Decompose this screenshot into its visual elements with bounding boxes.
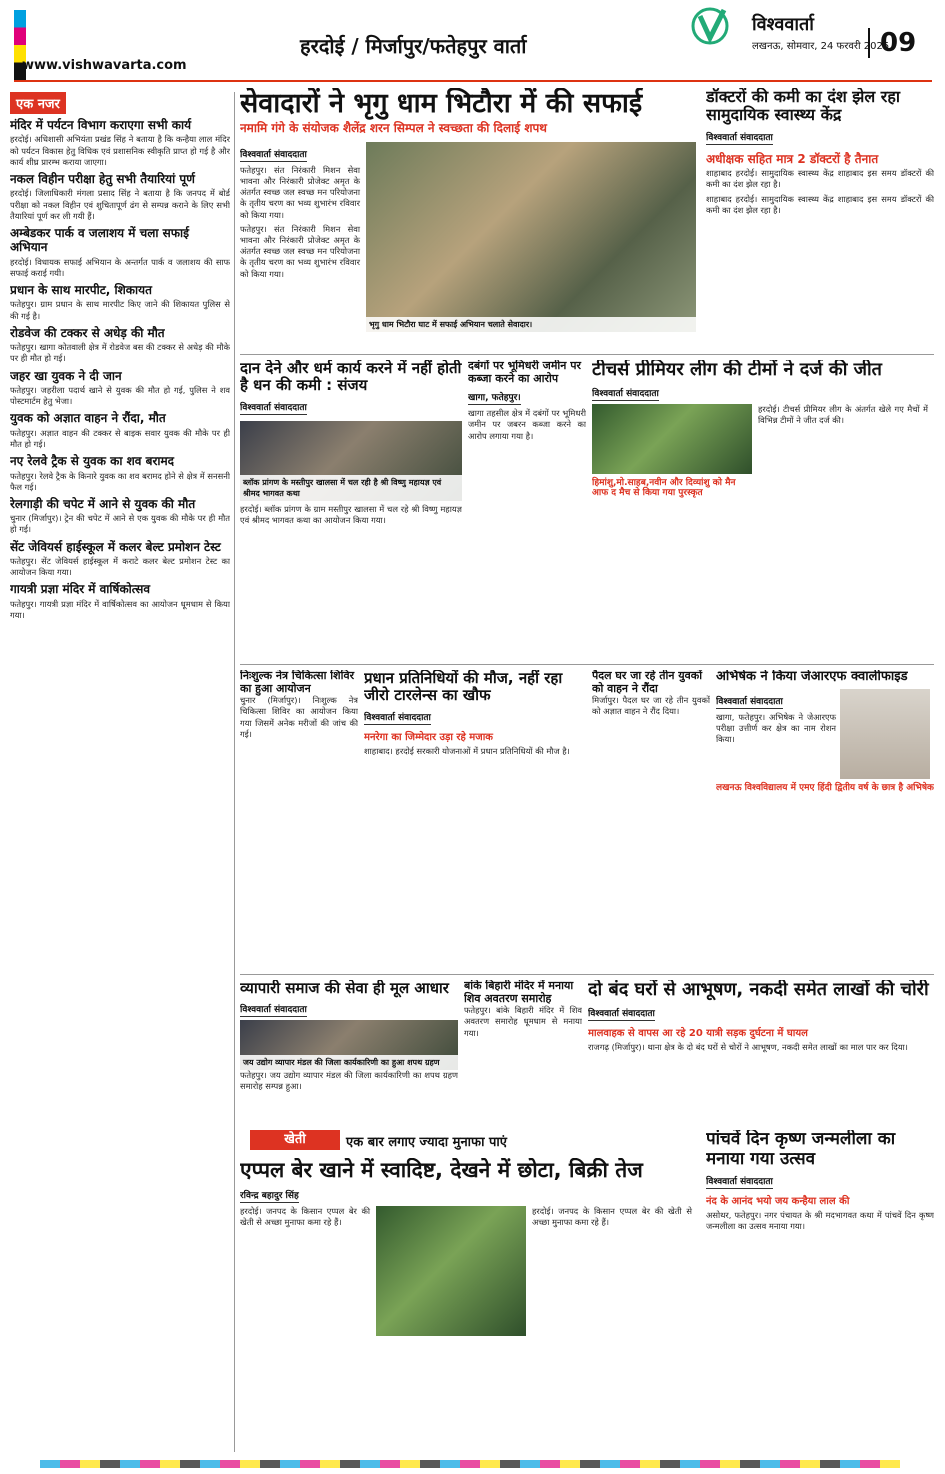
dabang-headline: दबंगों पर भूमिधरी जमीन पर कब्जा करने का आरोप xyxy=(468,360,581,385)
chori-headline: दो बंद घरों से आभूषण, नकदी समेत लाखों की चोरी xyxy=(588,980,929,1000)
dateline: लखनऊ, सोमवार, 24 फरवरी 2025 xyxy=(752,41,890,52)
pradhan-byline: विश्ववार्ता संवाददाता xyxy=(364,710,431,725)
kheti-byline: रविन्द्र बहादुर सिंह xyxy=(240,1188,299,1203)
brand-name: विश्ववार्ता xyxy=(752,14,814,35)
brief-headline: युवक को अज्ञात वाहन ने रौंदा, मौत xyxy=(10,411,166,426)
pradhan-body: शाहाबाद। हरदोई सरकारी योजनाओं में प्रधान प्रतिनिधियों की मौज है। xyxy=(364,745,570,756)
lead-photo xyxy=(366,142,696,332)
daan-byline: विश्ववार्ता संवाददाता xyxy=(240,400,307,415)
netra-headline: निःशुल्क नेत्र चिकित्सा शिविर का हुआ आयोजन xyxy=(240,670,355,695)
teachers-story xyxy=(592,360,934,660)
jrf-byline: विश्ववार्ता संवाददाता xyxy=(716,694,783,709)
doctors-body: शाहाबाद हरदोई। सामुदायिक स्वास्थ्य केंद्र शाहाबाद इस समय डॉक्टरों की कमी का दंश झेल रहा है। xyxy=(706,168,934,190)
netra-story xyxy=(240,670,358,970)
brief-body: हरदोई। अधिशासी अभियंता प्रखंड सिंह ने बताया है कि कन्हैया लाल मंदिर को पर्यटन विकास हेतु विधिक एवं प्रशासनिक स्वीकृति प्राप्त हो गई है और कार्य शीघ्र प्रारम्भ कराया जाएगा। xyxy=(10,134,230,167)
pradhan-headline: प्रधान प्रतिनिधियों की मौज, नहीं रहा जीरो टारलेन्स का खौफ xyxy=(364,670,563,705)
daan-story xyxy=(240,360,462,660)
brief-body: हरदोई। जिलाधिकारी मंगला प्रसाद सिंह ने बताया है कि जनपद में बोर्ड परीक्षा को नकल विहीन एवं शुचितापूर्ण ढंग से सम्पन्न कराने के लिए सभी तैयारियां पूर्ण कर ली गयी हैं। xyxy=(10,188,230,221)
kheti-tag: एक बार लगाए ज्यादा मुनाफा पाएं xyxy=(346,1135,507,1150)
doctors-byline: विश्ववार्ता संवाददाता xyxy=(706,130,773,145)
kheti-story xyxy=(240,1158,700,1458)
lead-story xyxy=(240,88,700,350)
chori-body: राजगढ़ (मिर्जापुर)। थाना क्षेत्र के दो बंद घरों से चोरों ने आभूषण, नकदी समेत लाखों का माल पार कर दिया। xyxy=(588,1041,908,1052)
brief-body: फतेहपुर। खागा कोतवाली क्षेत्र में रोडवेज बस की टक्कर से अधेड़ की मौके पर ही मौत हो गई। xyxy=(10,342,230,364)
brief-body: फतेहपुर। अज्ञात वाहन की टक्कर से बाइक सवार युवक की मौके पर ही मौत हो गई। xyxy=(10,427,230,449)
brief-headline: सेंट जेवियर्स हाईस्कूल में कलर बेल्ट प्रमोशन टेस्ट xyxy=(10,539,221,554)
brief-body: फतेहपुर। गायत्री प्रज्ञा मंदिर में वार्षिकोत्सव का आयोजन धूमधाम से किया गया। xyxy=(10,598,230,620)
chori-story xyxy=(588,980,934,1125)
row-divider xyxy=(240,974,934,975)
pradhan-pullquote: मनरेगा का जिम्मेदार उड़ा रहे मजाक xyxy=(364,731,493,743)
kheti-headline: एप्पल बेर खाने में स्वादिष्ट, देखने में छोटा, बिक्री तेज xyxy=(240,1158,643,1182)
brief-headline: जहर खा युवक ने दी जान xyxy=(10,368,122,383)
banke-story xyxy=(464,980,582,1125)
ek-nazar-title: एक नजर xyxy=(10,92,66,114)
brief-headline: नकल विहीन परीक्षा हेतु सभी तैयारियां पूर्ण xyxy=(10,171,195,186)
paidal-story xyxy=(592,670,710,970)
vyapari-caption: जय उद्योग व्यापार मंडल की जिला कार्यकारिणी का हुआ शपथ ग्रहण xyxy=(240,1055,458,1070)
brief-headline: रेलगाड़ी की चपेट में आने से युवक की मौत xyxy=(10,496,196,511)
brief-headline: गायत्री प्रज्ञा मंदिर में वार्षिकोत्सव xyxy=(10,582,150,597)
kheti-body-cont: हरदोई। जनपद के किसान एप्पल बेर की खेती से अच्छा मुनाफा कमा रहे हैं। xyxy=(532,1206,692,1228)
lead-caption: भृगु धाम भिटौरा घाट में सफाई अभियान चलाते सेवादार। xyxy=(366,317,696,332)
vyapari-story xyxy=(240,980,458,1125)
kheti-photo xyxy=(376,1206,526,1336)
paidal-body: मिर्जापुर। पैदल घर जा रहे तीन युवकों को अज्ञात वाहन ने रौंद दिया। xyxy=(592,695,710,717)
lead-body: फतेहपुर। संत निरंकारी मिशन सेवा भावना और निरंकारी प्रोजेक्ट अमृत के अंतर्गत स्वच्छ जल स्वच्छ मन परियोजना के तृतीय चरण का भव्य शुभारंभ रविवार को किया गया। xyxy=(240,164,360,220)
kheti-label: खेती xyxy=(250,1130,340,1150)
daan-photo xyxy=(240,421,462,501)
kheti-body: हरदोई। जनपद के किसान एप्पल बेर की खेती से अच्छा मुनाफा कमा रहे हैं। xyxy=(240,1206,370,1228)
brief-headline: रोडवेज की टक्कर से अधेड़ की मौत xyxy=(10,325,165,340)
doctors-body-cont: शाहाबाद हरदोई। सामुदायिक स्वास्थ्य केंद्र शाहाबाद इस समय डॉक्टरों की कमी का दंश झेल रहा है। xyxy=(706,193,934,215)
brief-headline: मंदिर में पर्यटन विभाग कराएगा सभी कार्य xyxy=(10,118,192,132)
daan-headline: दान देने और धर्म कार्य करने में नहीं होती है धन की कमी : संजय xyxy=(240,360,462,395)
chori-subhead: मालवाहक से वापस आ रहे 20 यात्री सड़क दुर्घटना में घायल xyxy=(588,1027,808,1039)
ek-nazar-column xyxy=(10,92,230,1452)
vyapari-body: फतेहपुर। जय उद्योग व्यापार मंडल की जिला कार्यकारिणी का शपथ ग्रहण समारोह सम्पन्न हुआ। xyxy=(240,1070,458,1092)
teachers-byline: विश्ववार्ता संवाददाता xyxy=(592,386,659,401)
column-divider xyxy=(234,92,235,1452)
jrf-caption: लखनऊ विश्वविद्यालय में एमए हिंदी द्वितीय वर्ष के छात्र है अभिषेक xyxy=(716,782,934,793)
netra-body: चुनार (मिर्जापुर)। निःशुल्क नेत्र चिकित्सा शिविर का आयोजन किया गया जिसमें अनेक मरीजों की जांच की गई। xyxy=(240,695,358,739)
brief-body: फतेहपुर। सेंट जेवियर्स हाईस्कूल में कराटे कलर बेल्ट प्रमोशन टेस्ट का आयोजन किया गया। xyxy=(10,556,230,578)
teachers-photo xyxy=(592,404,752,474)
brief-body: फतेहपुर। ग्राम प्रधान के साथ मारपीट किए जाने की शिकायत पुलिस से की गई है। xyxy=(10,299,230,321)
teachers-body: हरदोई। टीचर्स प्रीमियर लीग के अंतर्गत खेले गए मैचों में विभिन्न टीमों ने जीत दर्ज की। xyxy=(758,403,928,425)
lead-headline: सेवादारों ने भृगु धाम भिटौरा में की सफाई xyxy=(240,88,643,119)
brief-body: हरदोई। विधायक सफाई अभियान के अन्तर्गत पार्क व जलाशय की साफ सफाई कराई गयी। xyxy=(10,256,230,278)
bottom-registration-bar xyxy=(40,1460,900,1468)
daan-body: हरदोई। ब्लॉक प्रांगण के ग्राम मस्तीपुर खालसा में चल रहे श्री विष्णु महायज्ञ एवं श्रीमद भागवत कथा का आयोजन किया गया। xyxy=(240,503,462,525)
lead-subhead: नमामि गंगे के संयोजक शैलेंद्र शरन सिम्पल ने स्वच्छता की दिलाई शपथ xyxy=(240,121,547,136)
jrf-headline: अभिषेक ने किया जेआरएफ क्वालीफाइड xyxy=(716,670,908,684)
vyapari-photo xyxy=(240,1020,458,1070)
janmashtami-story xyxy=(706,1130,934,1450)
brief-headline: प्रधान के साथ मारपीट, शिकायत xyxy=(10,283,152,298)
janmashtami-pullquote: नंद के आनंद भयो जय कन्हैया लाल की xyxy=(706,1196,850,1208)
janmashtami-body: असोथर, फतेहपुर। नगर पंचायत के श्री मदभागवत कथा में पांचवें दिन कृष्ण जन्मलीला का उत्सव मनाया गया। xyxy=(706,1210,934,1232)
page-header xyxy=(0,0,945,80)
daan-caption: ब्लॉक प्रांगण के मस्तीपुर खालसा में चल रही है श्री विष्णु महायज्ञ एवं श्रीमद भागवत कथा xyxy=(240,475,462,501)
brief-headline: नए रेलवे ट्रैक से युवक का शव बरामद xyxy=(10,454,175,469)
website-url: www.vishwavarta.com xyxy=(22,58,187,73)
lead-byline: विश्ववार्ता संवाददाता xyxy=(240,147,307,162)
teachers-caption: हिमांशु,मो.साहब,नवीन और दिव्यांशु को मैन आफ द मैच से किया गया पुरस्कृत xyxy=(592,477,736,499)
row-divider xyxy=(240,664,934,665)
banke-headline: बांके बिहारी मंदिर में मनाया शिव अवतरण समारोह xyxy=(464,980,574,1005)
doctors-pullquote: अधीक्षक सहित मात्र 2 डॉक्टरों है तैनात xyxy=(706,151,879,166)
dabang-byline: खागा, फतेहपुर। xyxy=(468,390,521,405)
brief-list xyxy=(10,118,230,621)
pradhan-story xyxy=(364,670,586,970)
vyapari-byline: विश्ववार्ता संवाददाता xyxy=(240,1002,307,1017)
header-rule xyxy=(14,80,932,82)
page-number: 09 xyxy=(868,28,916,58)
jrf-portrait xyxy=(840,689,930,779)
chori-byline: विश्ववार्ता संवाददाता xyxy=(588,1006,655,1021)
brief-headline: अम्बेडकर पार्क व जलाशय में चला सफाई अभियान xyxy=(10,225,190,255)
teachers-headline: टीचर्स प्रीमियर लीग की टीमों ने दर्ज की जीत xyxy=(592,360,882,380)
row-divider xyxy=(240,354,934,355)
doctors-headline: डॉक्टरों की कमी का दंश झेल रहा सामुदायिक स्वास्थ्य केंद्र xyxy=(706,88,900,125)
paidal-headline: पैदल घर जा रहे तीन युवकों को वाहन ने रौंदा xyxy=(592,670,703,695)
janmashtami-byline: विश्ववार्ता संवाददाता xyxy=(706,1174,773,1189)
brand-logo-icon xyxy=(690,6,744,46)
brief-body: फतेहपुर। रेलवे ट्रैक के किनारे युवक का शव बरामद होने से क्षेत्र में सनसनी फैल गई। xyxy=(10,470,230,492)
brief-body: चुनार (मिर्जापुर)। ट्रेन की चपेट में आने से एक युवक की मौके पर ही मौत हो गई। xyxy=(10,513,230,535)
doctors-story xyxy=(706,88,934,350)
section-title: हरदोई / मिर्जापुर/फतेहपुर वार्ता xyxy=(300,34,527,58)
jrf-story xyxy=(716,670,934,970)
dabang-story xyxy=(468,360,586,660)
dabang-body: खागा तहसील क्षेत्र में दबंगों पर भूमिधरी जमीन पर जबरन कब्जा करने का आरोप लगाया गया है। xyxy=(468,408,586,441)
janmashtami-headline: पांचवें दिन कृष्ण जन्मलीला का मनाया गया उत्सव xyxy=(706,1130,896,1169)
banke-body: फतेहपुर। बांके बिहारी मंदिर में शिव अवतरण समारोह धूमधाम से मनाया गया। xyxy=(464,1005,582,1038)
jrf-body: खागा, फतेहपुर। अभिषेक ने जेआरएफ परीक्षा उत्तीर्ण कर क्षेत्र का नाम रोशन किया। xyxy=(716,711,836,745)
brief-body: फतेहपुर। जहरीला पदार्थ खाने से युवक की मौत हो गई, पुलिस ने शव पोस्टमार्टम हेतु भेजा। xyxy=(10,384,230,407)
vyapari-headline: व्यापारी समाज की सेवा ही मूल आधार xyxy=(240,980,449,997)
lead-body-cont: फतेहपुर। संत निरंकारी मिशन सेवा भावना और निरंकारी प्रोजेक्ट अमृत के अंतर्गत स्वच्छ जल स्वच्छ मन परियोजना के तृतीय चरण का भव्य शुभारंभ रविवार को किया गया। xyxy=(240,223,360,279)
